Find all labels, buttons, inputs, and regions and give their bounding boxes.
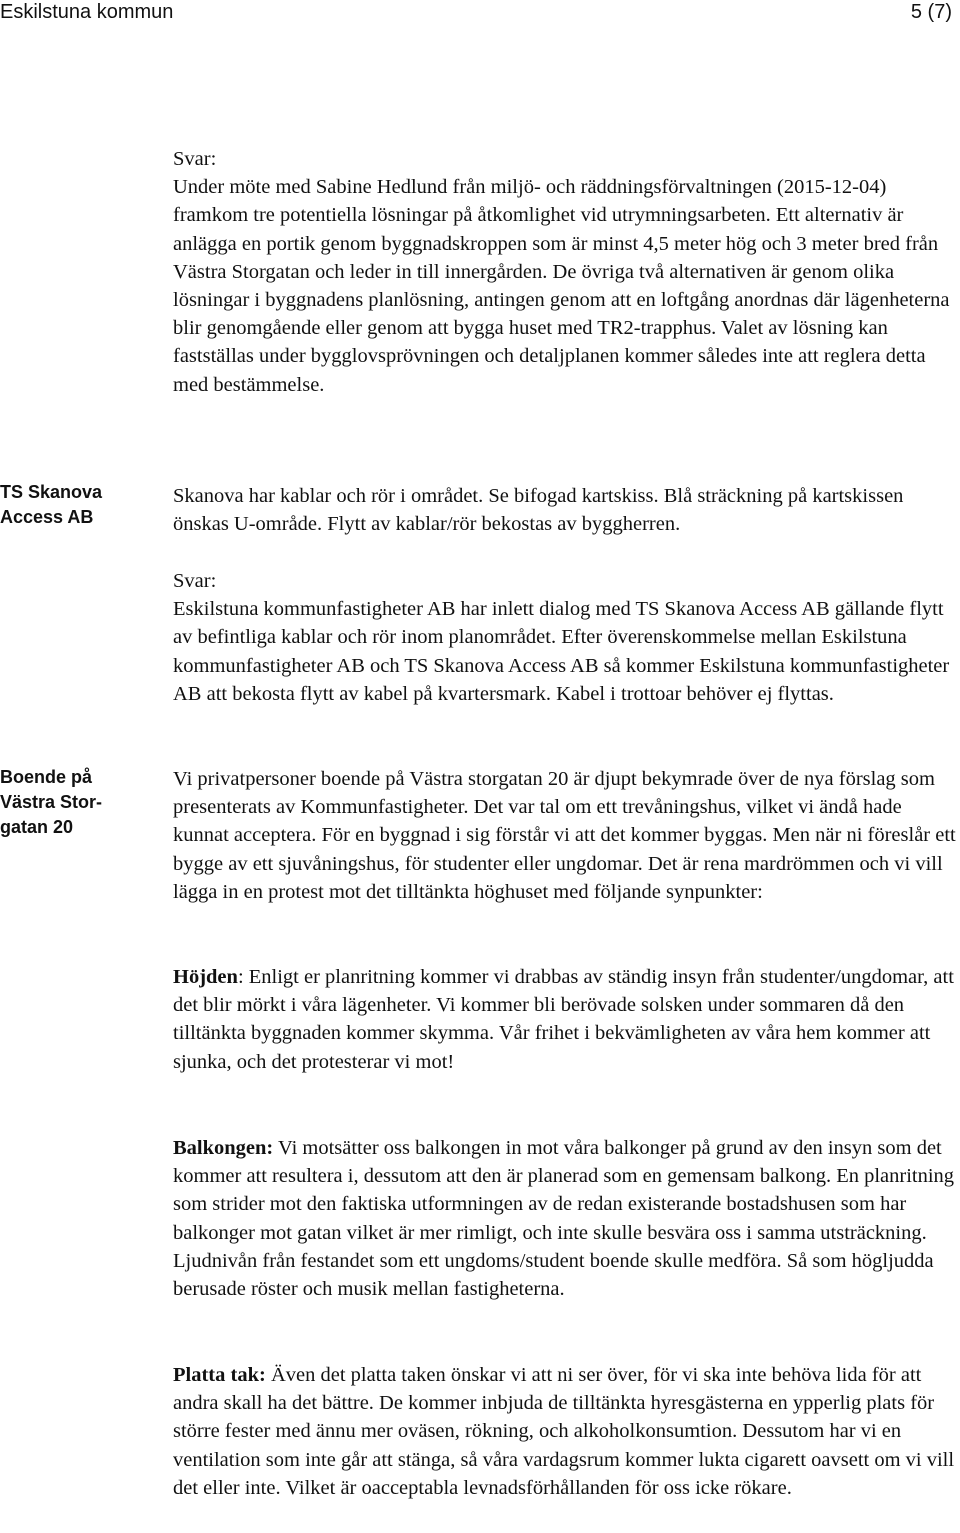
point-text: Vi motsätter oss balkongen in mot våra balkonger på grund av den insyn som det kommer att resultera i, dessutom att den är planerad som en gemensam balkong. En planritning som strider mot den faktiska utformningen av de redan existerande bostadshusen som har balkonger mot gatan vilket är mer rimligt, och inte skulle besvära oss i samma utsträckning. Ljudnivån från festandet som ett ungdoms/student boende skulle medföra. Så som högljudda berusade röster och musik mellan fastigheterna. [173,1137,955,1301]
remitter-label-boende [0,765,150,840]
point-lead: Balkongen: [173,1137,274,1159]
page-header [0,0,960,28]
label-line: Boende på [0,767,93,787]
point-lead: Platta tak: [173,1364,266,1386]
label-line: Access AB [0,507,94,527]
comment-text: Vi privatpersoner boende på Västra storgatan 20 är djupt bekymrade över de nya förslag som presenterats av Kommunfastigheter. Det var tal om ett trevåningshus, vilket vi ändå hade kunnat acceptera. För en byggnad i sig förstår vi att det kommer byggas. Men när ni föreslår ett bygge av ett sjuvåningshus, för studenter eller ungdomar. Det är rena mardrömmen och vi vill lägga in en protest mot det tilltänkta höghuset med följande synpunkter: [173,768,956,903]
svar-heading: Svar: [173,570,217,592]
point-text: Även det platta taken önskar vi att ni ser över, för vi ska inte behöva lida för att andra skall ha det bättre. De kommer inbjuda de tilltänkta hyresgästerna en ypperlig plats för större fester med ännu mer oväsen, rökning, och alkoholkonsumtion. Dessutom har vi en ventilation som inte går att stänga, så våra vardagsrum kommer lukta cigarett oavsett om vi vill det eller inte. Vilket är oacceptabla levnadsförhållanden för oss icke rökare. [173,1364,955,1499]
point-balkongen [173,1134,958,1303]
remitter-label-skanova [0,480,150,530]
point-hojden [173,963,958,1076]
point-platta-tak [173,1361,958,1502]
comment-block-boende [173,765,958,906]
label-line: TS Skanova [0,482,103,502]
page-number: 5 (7) [910,1,952,23]
response-block-2 [173,567,958,708]
svar-text: Under möte med Sabine Hedlund från miljö- och räddningsförvaltningen (2015-12-04) framkom tre potentiella lösningar på åtkomlighet vid utrymningsarbeten. Ett alternativ är anlägga en portik genom byggnadskroppen som är minst 4,5 meter hög och 3 meter bred från Västra Storgatan och leder in till innergården. De övriga två alternativen är genom olika lösningar i byggnadens planlösning, antingen genom att en loftgång anordnas där lägenheterna blir genomgående eller genom att bygga huset med TR2-trapphus. Valet av lösning kan fastställas under bygglovsprövningen och detaljplanen kommer således inte att reglera detta med bestämmelse. [173,176,950,396]
organization-name: Eskilstuna kommun [0,1,174,23]
svar-text: Eskilstuna kommunfastigheter AB har inlett dialog med TS Skanova Access AB gällande flytt av befintliga kablar och rör inom planområdet. Efter överenskommelse mellan Eskilstuna kommunfastigheter AB och TS Skanova Access AB så kommer Eskilstuna kommunfastigheter AB att bekosta flytt av kabel på kvartersmark. Kabel i trottoar behöver ej flyttas. [173,598,950,705]
response-block-1 [173,145,958,399]
svar-heading: Svar: [173,148,217,170]
point-lead: Höjden [173,966,238,988]
point-text: : Enligt er planritning kommer vi drabbas av ständig insyn från studenter/ungdomar, att det blir mörkt i våra lägenheter. Vi kommer bli berövade solsken under sommaren då den tilltänkta byggnaden kommer skymma. Vår frihet i bekvämligheten av våra hem kommer att sjunka, och det protesterar vi mot! [173,966,954,1073]
label-line: gatan 20 [0,817,74,837]
comment-block-skanova [173,482,958,538]
comment-text: Skanova har kablar och rör i området. Se bifogad kartskiss. Blå sträckning på kartskissen önskas U-område. Flytt av kablar/rör bekostas av byggherren. [173,485,904,536]
label-line: Västra Stor- [0,792,103,812]
